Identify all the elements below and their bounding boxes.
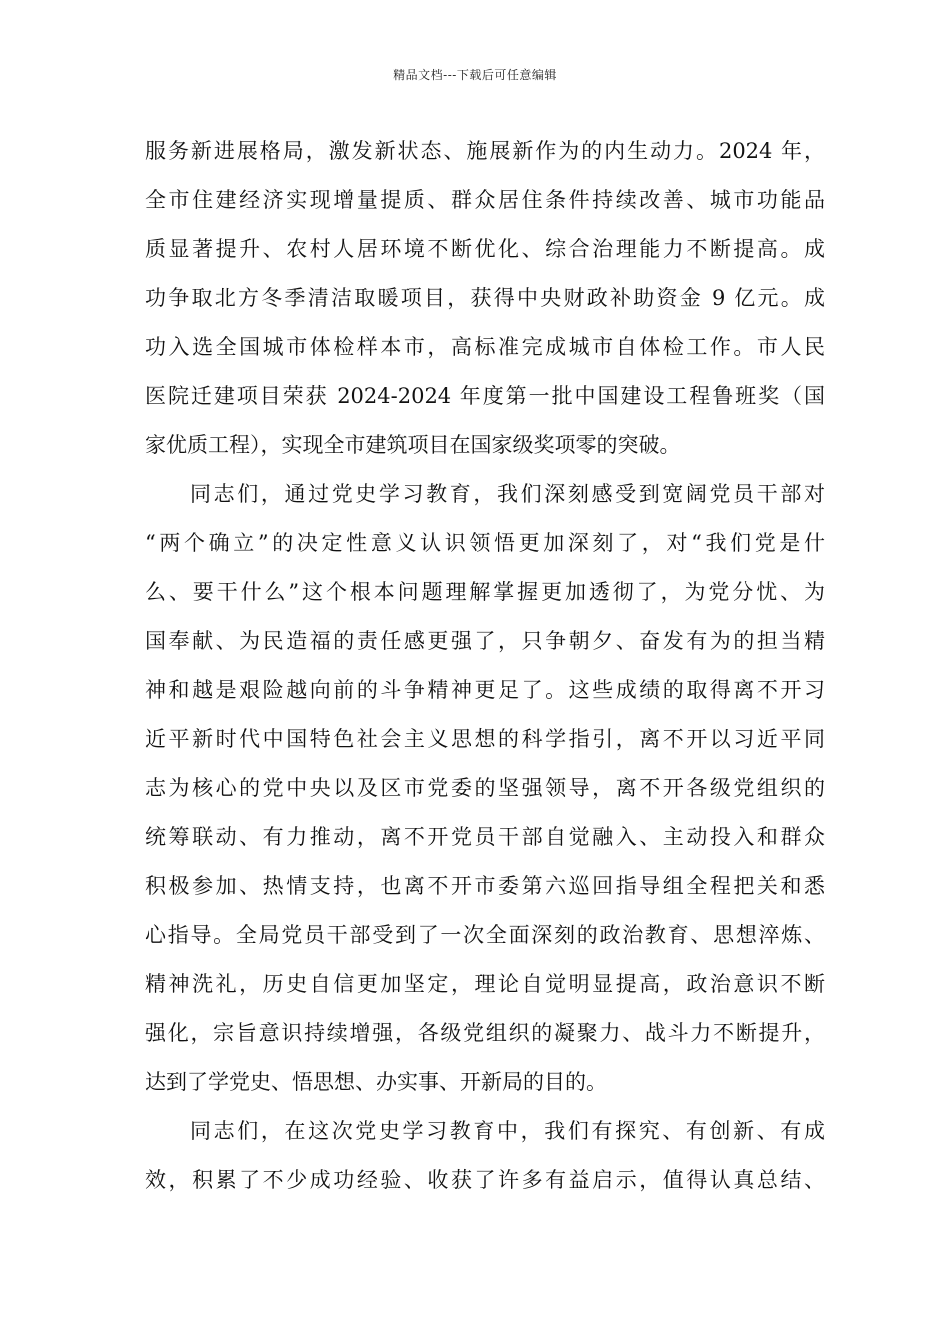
text-line: 国奉献、为民造福的责任感更强了，只争朝夕、奋发有为的担当精: [145, 629, 825, 653]
text-line: 服务新进展格局，激发新状态、施展新作为的内生动力。2024 年，: [145, 139, 825, 163]
text-line: 强化，宗旨意识持续增强，各级党组织的凝聚力、战斗力不断提升，: [145, 1021, 825, 1045]
text-line: 志为核心的党中央以及区市党委的坚强领导，离不开各级党组织的: [145, 776, 825, 800]
text-line: 心指导。全局党员干部受到了一次全面深刻的政治教育、思想淬炼、: [145, 923, 825, 947]
paragraph: [145, 1107, 825, 1205]
text-line: 统筹联动、有力推动，离不开党员干部自觉融入、主动投入和群众: [145, 825, 825, 849]
text-line: 积极参加、热情支持，也离不开市委第六巡回指导组全程把关和悉: [145, 874, 825, 898]
text-line: 神和越是艰险越向前的斗争精神更足了。这些成绩的取得离不开习: [145, 678, 825, 702]
text-line: 达到了学党史、悟思想、办实事、开新局的目的。: [145, 1070, 607, 1094]
text-line: 么、要干什么”这个根本问题理解掌握更加透彻了，为党分忧、为: [145, 580, 825, 604]
document-body: [145, 127, 825, 1205]
text-line: 效，积累了不少成功经验、收获了许多有益启示，值得认真总结、: [145, 1168, 825, 1192]
text-line: 近平新时代中国特色社会主义思想的科学指引，离不开以习近平同: [145, 727, 825, 751]
text-line: 家优质工程），实现全市建筑项目在国家级奖项零的突破。: [145, 433, 681, 457]
text-line: 同志们，在这次党史学习教育中，我们有探究、有创新、有成: [190, 1119, 825, 1143]
text-line: 精神洗礼，历史自信更加坚定，理论自觉明显提高，政治意识不断: [145, 972, 825, 996]
page-header: 精品文档---下载后可任意编辑: [393, 68, 557, 82]
paragraph: [145, 127, 825, 470]
text-line: 全市住建经济实现增量提质、群众居住条件持续改善、城市功能品: [145, 188, 825, 212]
paragraph: [145, 470, 825, 1107]
text-line: 功争取北方冬季清洁取暖项目，获得中央财政补助资金 9 亿元。成: [145, 286, 825, 310]
text-line: 功入选全国城市体检样本市，高标准完成城市自体检工作。市人民: [145, 335, 825, 359]
text-line: “两个确立”的决定性意义认识领悟更加深刻了，对“我们党是什: [145, 531, 825, 555]
text-line: 同志们，通过党史学习教育，我们深刻感受到宽阔党员干部对: [190, 482, 825, 506]
text-line: 质显著提升、农村人居环境不断优化、综合治理能力不断提高。成: [145, 237, 825, 261]
text-line: 医院迁建项目荣获 2024-2024 年度第一批中国建设工程鲁班奖（国: [145, 384, 825, 408]
